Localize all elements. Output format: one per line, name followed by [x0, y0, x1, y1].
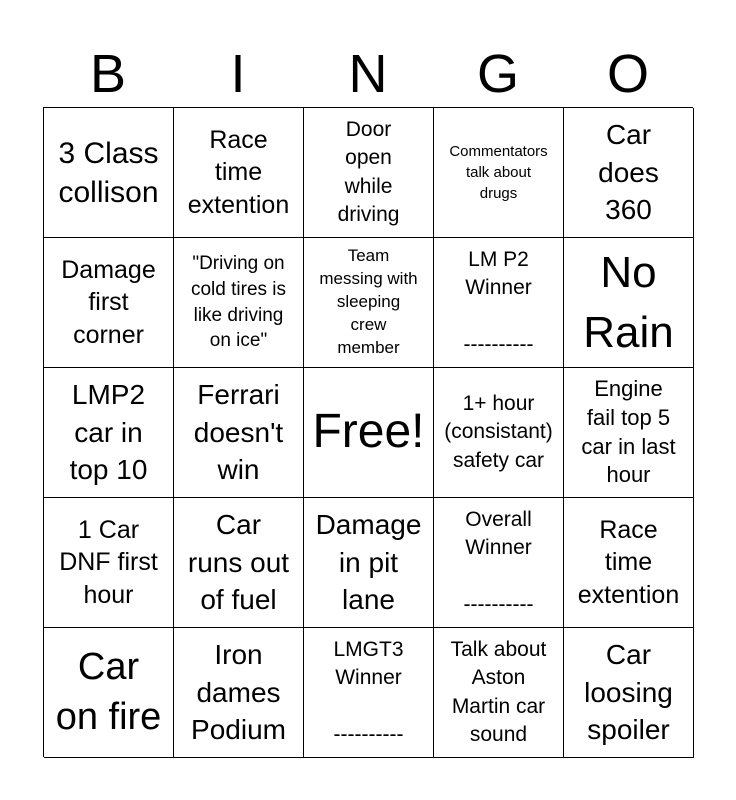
- bingo-cell-r4-c4[interactable]: [434, 498, 564, 628]
- header-letter-o: O: [606, 44, 649, 104]
- bingo-cell-r3-c3[interactable]: [304, 368, 434, 498]
- bingo-cell-r1-c3[interactable]: [304, 108, 434, 238]
- bingo-cell-r5-c2[interactable]: [174, 628, 304, 758]
- bingo-cell-r1-c2[interactable]: [174, 108, 304, 238]
- bingo-cell-r5-c4[interactable]: [434, 628, 564, 758]
- bingo-cell-text: Engine fail top 5 car in last hour: [581, 376, 676, 488]
- bingo-cell-r3-c4[interactable]: [434, 368, 564, 498]
- bingo-cell-text: Overall Winner ----------: [463, 507, 534, 616]
- bingo-cell-text: Team messing with sleeping crew member: [319, 246, 418, 357]
- bingo-cell-text: 1 Car DNF first hour: [59, 515, 158, 609]
- bingo-cell-r4-c1[interactable]: [44, 498, 174, 628]
- bingo-cell-text: 1+ hour (consistant) safety car: [444, 391, 553, 472]
- bingo-cell-text: Commentators talk about drugs: [449, 143, 548, 202]
- bingo-cell-r3-c1[interactable]: [44, 368, 174, 498]
- bingo-cell-r1-c4[interactable]: [434, 108, 564, 238]
- bingo-cell-r2-c2[interactable]: [174, 238, 304, 368]
- bingo-cell-text: Car runs out of fuel: [187, 508, 290, 616]
- bingo-cell-text: Ferrari doesn't win: [193, 378, 284, 486]
- header-letter-g: G: [476, 44, 519, 104]
- bingo-cell-text: Race time extention: [187, 125, 290, 219]
- bingo-cell-r4-c5[interactable]: [564, 498, 694, 628]
- bingo-cell-r3-c2[interactable]: [174, 368, 304, 498]
- bingo-cell-text: Door open while driving: [337, 117, 400, 226]
- bingo-cell-text: Car does 360: [598, 118, 659, 226]
- bingo-cell-text: No Rain: [583, 248, 674, 357]
- bingo-cell-text: LMP2 car in top 10: [69, 378, 148, 486]
- bingo-cell-r5-c3[interactable]: [304, 628, 434, 758]
- bingo-cell-r2-c4[interactable]: [434, 238, 564, 368]
- bingo-cell-r5-c1[interactable]: [44, 628, 174, 758]
- bingo-cell-r2-c5[interactable]: [564, 238, 694, 368]
- bingo-cell-text: Car on fire: [55, 646, 162, 738]
- bingo-cell-text: Iron dames Podium: [191, 638, 286, 746]
- bingo-cell-text: 3 Class collison: [58, 136, 159, 209]
- bingo-cell-text: LMGT3 Winner ----------: [333, 637, 404, 746]
- bingo-board: [43, 107, 693, 757]
- header-letter-i: I: [230, 44, 246, 104]
- bingo-cell-text: Race time extention: [577, 515, 680, 609]
- bingo-cell-r4-c2[interactable]: [174, 498, 304, 628]
- bingo-cell-text: Damage first corner: [61, 255, 156, 349]
- header-letter-n: N: [348, 44, 388, 104]
- bingo-cell-text: "Driving on cold tires is like driving on ice": [190, 253, 287, 352]
- bingo-cell-text: Car loosing spoiler: [584, 638, 673, 746]
- bingo-cell-r1-c1[interactable]: [44, 108, 174, 238]
- bingo-header: [43, 40, 693, 108]
- header-letter-b: B: [89, 44, 127, 104]
- bingo-cell-text: Damage in pit lane: [315, 508, 422, 616]
- bingo-cell-r5-c5[interactable]: [564, 628, 694, 758]
- bingo-cell-r2-c1[interactable]: [44, 238, 174, 368]
- bingo-cell-text: LM P2 Winner ----------: [463, 247, 534, 356]
- bingo-cell-r4-c3[interactable]: [304, 498, 434, 628]
- bingo-cell-text: Talk about Aston Martin car sound: [450, 637, 547, 746]
- bingo-cell-r3-c5[interactable]: [564, 368, 694, 498]
- free-space: Free!: [312, 405, 425, 459]
- bingo-cell-r1-c5[interactable]: [564, 108, 694, 238]
- bingo-cell-r2-c3[interactable]: [304, 238, 434, 368]
